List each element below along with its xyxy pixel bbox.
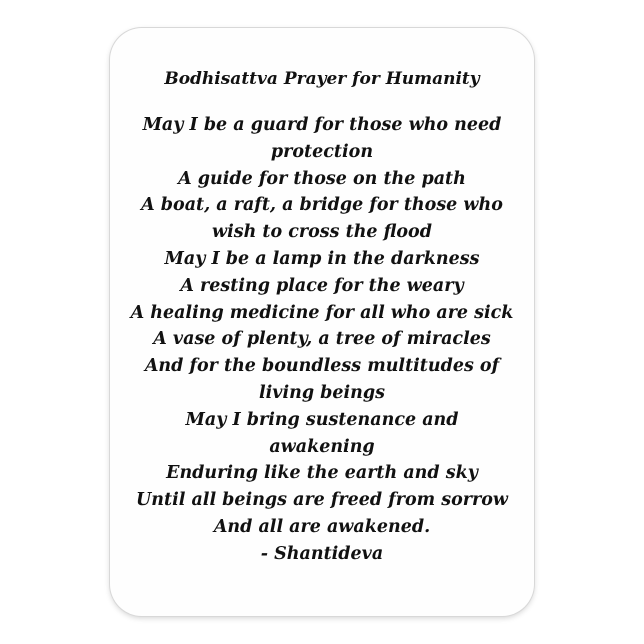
prayer-line: protection [270,141,374,162]
prayer-line: A guide for those on the path [178,168,466,189]
prayer-line: A resting place for the weary [180,275,464,296]
prayer-line: Enduring like the earth and sky [166,463,478,484]
prayer-line: living beings [259,382,385,403]
prayer-title: Bodhisattva Prayer for Humanity [164,69,480,89]
prayer-line: And for the boundless multitudes of [144,356,500,377]
prayer-attribution: - Shantideva [260,543,384,564]
prayer-line: May I be a lamp in the darkness [164,248,480,269]
prayer-card [110,28,534,616]
prayer-line: wish to cross the flood [212,222,432,243]
prayer-line: A vase of plenty, a tree of miracles [153,329,491,350]
prayer-line: awakening [269,436,375,457]
prayer-line: And all are awakened. [213,516,431,537]
prayer-line: Until all beings are freed from sorrow [136,490,508,511]
prayer-line: A healing medicine for all who are sick [130,302,514,323]
prayer-line: May I be a guard for those who need [142,115,502,135]
prayer-line: A boat, a raft, a bridge for those who [141,195,503,216]
prayer-text [110,68,534,568]
prayer-line: May I bring sustenance and [185,409,459,430]
